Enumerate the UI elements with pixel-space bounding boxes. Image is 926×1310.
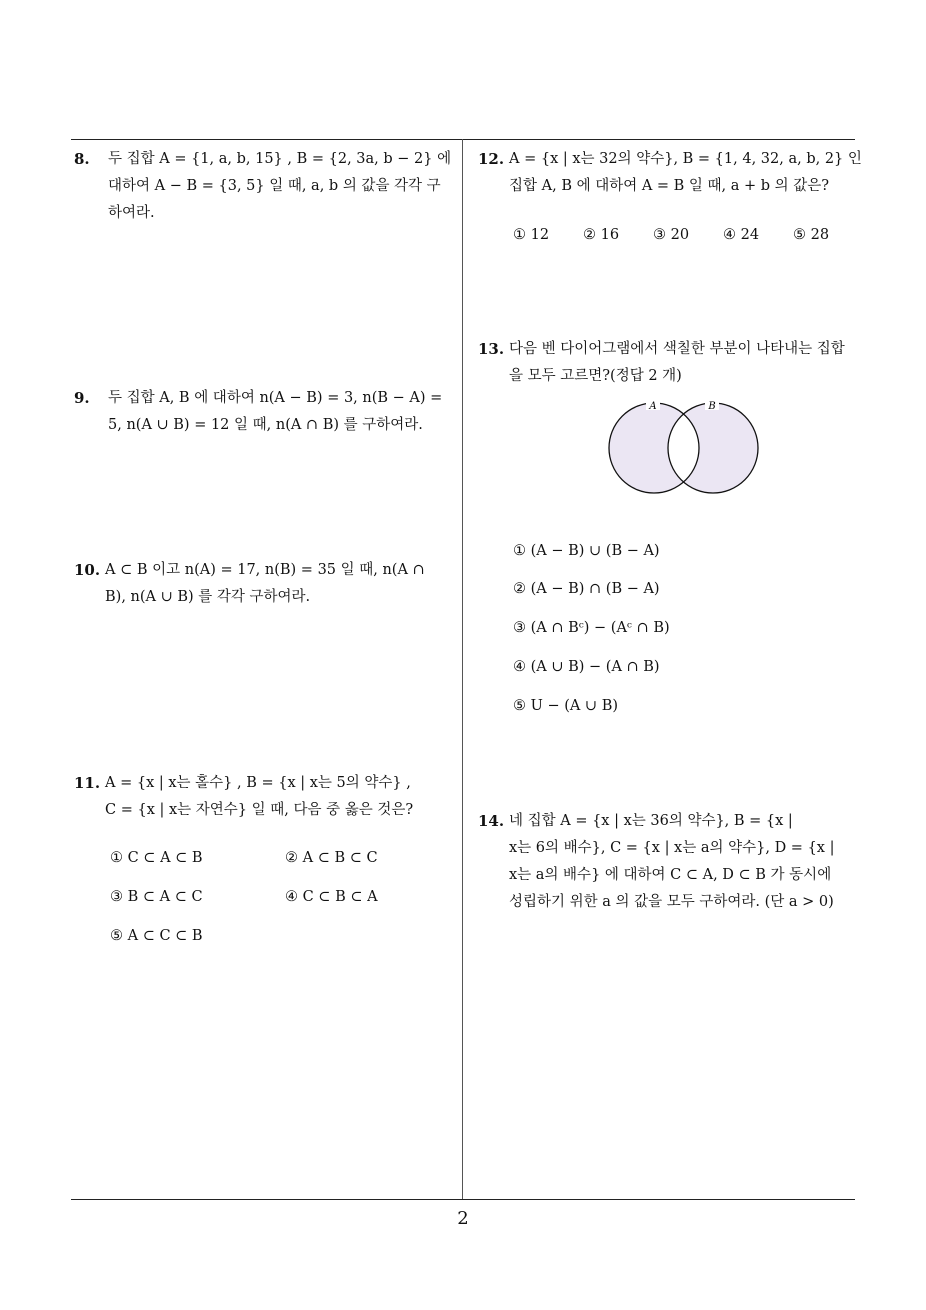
question-number: 9. [74,389,90,407]
question-number: 14. [478,812,505,830]
q11-choice-4[interactable]: ④ C ⊂ B ⊂ A [285,889,378,905]
question-number: 13. [478,340,505,358]
question-text: 다음 벤 다이어그램에서 색칠한 부분이 나타내는 집합 을 모두 고르면?(정답 2 개) [509,341,845,384]
question-text: A = {x | x는 32의 약수}, B = {1, 4, 32, a, b, 2} 인 집합 A, B 에 대하여 A = B 일 때, a + b 의 값은? [509,151,862,194]
q12-choice-4[interactable]: ④ 24 [723,227,760,243]
question-text: A = {x | x는 홀수} , B = {x | x는 5의 약수} , C = {x | x는 자연수} 일 때, 다음 중 옳은 것은? [105,775,414,818]
q13-choice-1[interactable]: ① (A − B) ∪ (B − A) [513,543,660,559]
page-number: 2 [457,1208,469,1229]
top-rule [71,139,855,140]
q13-choice-5[interactable]: ⑤ U − (A ∪ B) [513,698,619,714]
question-text: 두 집합 A = {1, a, b, 15} , B = {2, 3a, b − 2} 에 대하여 A − B = {3, 5} 일 때, a, b 의 값을 각각 구 하여라. [108,151,452,221]
q12-choice-1[interactable]: ① 12 [513,227,550,243]
q13-choice-3[interactable]: ③ (A ∩ Bᶜ) − (Aᶜ ∩ B) [513,620,670,636]
q11-choice-2[interactable]: ② A ⊂ B ⊂ C [285,850,378,866]
question-text: A ⊂ B 이고 n(A) = 17, n(B) = 35 일 때, n(A ∩ B), n(A ∪ B) 를 각각 구하여라. [105,562,425,605]
q12-choice-5[interactable]: ⑤ 28 [793,227,830,243]
question-number: 11. [74,774,101,792]
q13-choice-4[interactable]: ④ (A ∪ B) − (A ∩ B) [513,659,660,675]
question-number: 10. [74,561,101,579]
q13-choice-2[interactable]: ② (A − B) ∩ (B − A) [513,581,660,597]
question-number: 8. [74,150,90,168]
bottom-rule [71,1199,855,1200]
set-b-label: B [708,401,716,412]
shaded-region [609,403,758,493]
column-divider [462,139,463,1200]
q11-choice-5[interactable]: ⑤ A ⊂ C ⊂ B [110,928,203,944]
q12-choice-2[interactable]: ② 16 [583,227,620,243]
q12-choice-3[interactable]: ③ 20 [653,227,690,243]
q11-choice-1[interactable]: ① C ⊂ A ⊂ B [110,850,203,866]
venn-diagram [600,396,770,502]
question-number: 12. [478,150,505,168]
set-a-label: A [649,401,657,412]
q11-choice-3[interactable]: ③ B ⊂ A ⊂ C [110,889,203,905]
question-text: 두 집합 A, B 에 대하여 n(A − B) = 3, n(B − A) = 5, n(A ∪ B) = 12 일 때, n(A ∩ B) 를 구하여라. [108,390,443,433]
question-text: 네 집합 A = {x | x는 36의 약수}, B = {x | x는 6의 배수}, C = {x | x는 a의 약수}, D = {x | x는 a의 배수} 에 대하여 C ⊂ A, D ⊂ B 가 동시에 성립하기 위한 a 의 값을 모두 구하여라. (단 a > 0) [509,813,835,910]
